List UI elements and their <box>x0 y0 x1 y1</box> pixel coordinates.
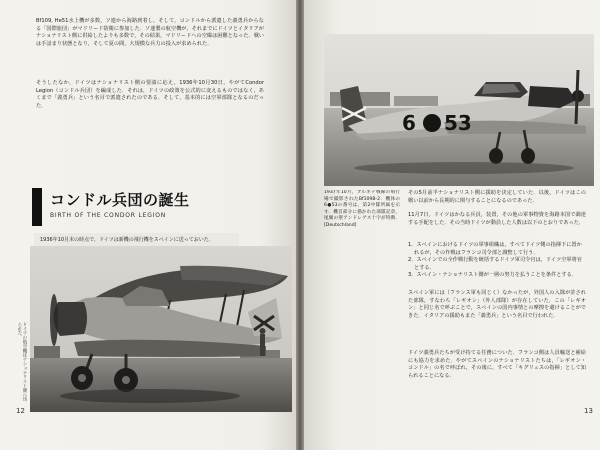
section-heading-japanese: コンドル兵団の誕生 <box>50 191 190 209</box>
left-page <box>0 0 296 450</box>
biplane-photo <box>30 246 292 412</box>
page-number-right: 13 <box>584 407 593 415</box>
numbered-list <box>408 242 586 280</box>
page-number-left: 12 <box>16 407 25 415</box>
fighter-photo <box>324 34 594 186</box>
heading-bar <box>32 188 42 226</box>
aircraft-marking-left: 6 <box>402 111 416 135</box>
list-item: 3．スペイン・ナショナリスト側が一層の努力を払うことを条件とする． <box>408 272 577 279</box>
list-item: 2．スペインでの全作戦行動を統括するドイツ軍司令官は，ドイツ空軍将官とする． <box>408 257 582 271</box>
left-paragraph-1: Bf109, He51水上機が多数，ソ連から海路到着し，そして，コンドルから派遣した義勇兵からなる「国際旅団」がマドリード防衛に参加した．ソ連製の航空機が，それまでにドイツとイタリアがナショナリスト側に供給したよりも多数で，その結果，マドリードへの空爆は困難となった．戦いは手詰まり状態となり，そして夏の間，大規模な兵力の投入が求められた． <box>36 18 264 47</box>
aircraft-roundel-icon <box>423 114 441 132</box>
right-page <box>304 0 600 450</box>
right-paragraph-bottom-2: ドイツ義勇兵たちが受け持てる任務についた．フランコ側は人員輸送と補給にも協力を求めた．やがてスペインのナショナリストたちは，「レギオン・コンドル」の名で呼ばれ，その後に，すべて「キグリュスの指揮」として知られることになる． <box>408 350 586 379</box>
section-heading-english: BIRTH OF THE CONDOR LEGION <box>50 212 167 219</box>
right-photo-caption: 1937年10月，ブルネテ戦線の飛行場で撮影されたBf109B-2．機体の6●53の番号は，第2中隊所属を示す．機首部分に描かれた部隊記章，尾翼の聖アンドレアス十字が特徴．[Deutschland] <box>324 190 400 228</box>
right-paragraph-top: その5月前半ナショナリスト側に援助を決定していた．以後，ドイツはこの戦い以前から長期的に関与することになるのであった． <box>408 190 586 204</box>
left-paragraph-2: そうしたなか，ドイツはナショナリスト側の要請に応え，1936年10月30日，やがてCondor Legion（コンドル兵団）を編成した．それは，ドイツの政策を公式的に変えるものではなく，あくまで「義勇兵」という名目で派遣されたのである．そして，基本的には空軍部隊となるのだった． <box>36 80 264 109</box>
aircraft-marking-right: 53 <box>444 111 472 135</box>
right-paragraph-bottom-1: スペイン軍には（フランス軍も同じく）なかったが，外国人の入隊が許された部隊，すなわち「レギオン」（外人部隊）が存在していた．この「レギオン」と同じ名で呼ぶことで，スペインの国内事情との摩擦を避けることができた．イタリアの援助もまた「義勇兵」という名目で行われた． <box>408 290 586 319</box>
list-item: 1．スペインにおけるドイツの軍事組織は，すべてドイツ側の指揮下に置かれるが，その作戦はフランコ司令部と調整して行う． <box>408 242 582 256</box>
section-heading <box>32 188 262 226</box>
right-paragraph-middle: 11月7日，ドイツはかなる兵員，装置，その他の軍事物資を海路本国で調達する手配をした．その当時ドイツが動員した人数は以下のとおりであった． <box>408 212 586 226</box>
vertical-caption: ドイツの航空機はナショナリスト側へ送られた． <box>17 322 27 402</box>
book-spine <box>296 0 304 450</box>
left-photo-caption: 1936年10月末の時点で，ドイツは新機の飛行機をスペインに送っておいた． <box>40 237 214 243</box>
